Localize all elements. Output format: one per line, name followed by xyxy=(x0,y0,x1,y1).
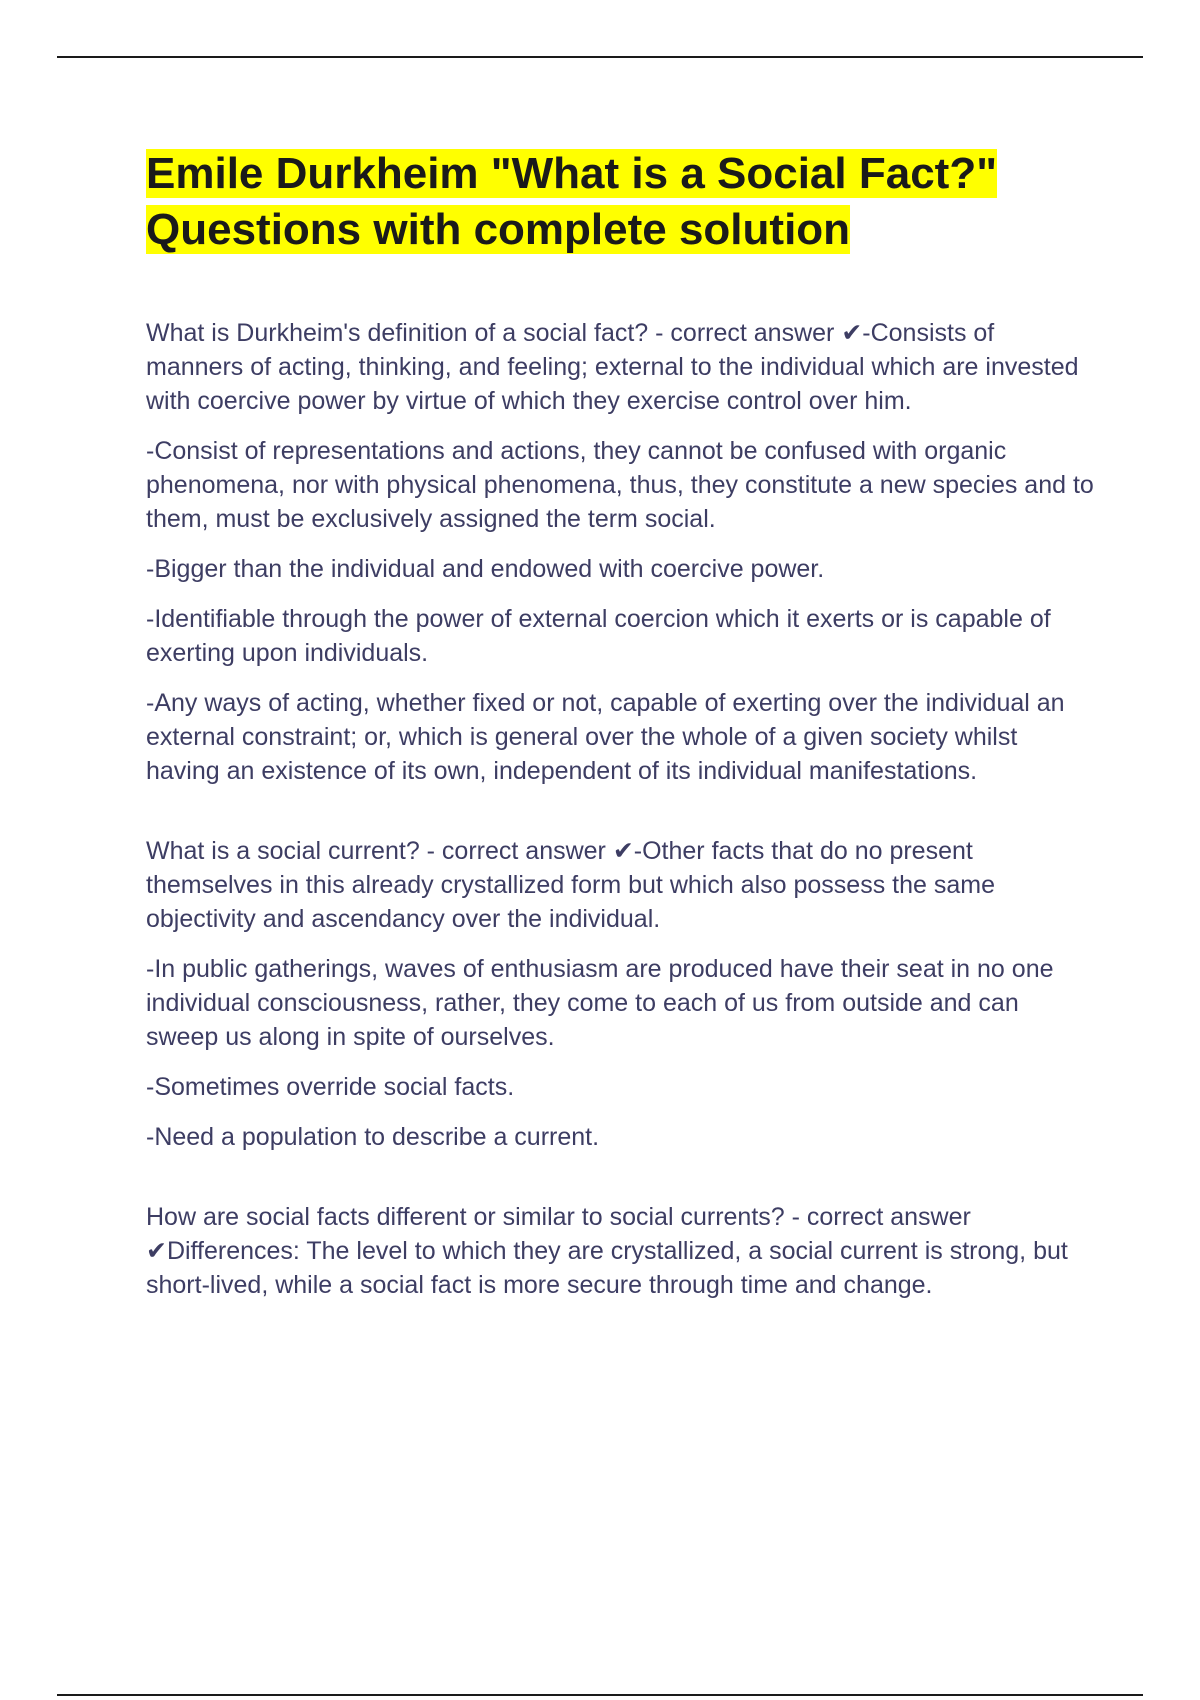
top-rule xyxy=(57,56,1143,58)
question-answer-text: How are social facts different or similar to social currents? - correct answer ✔Differences: The level to which they are crystallized, a social current is strong, but short-lived, while a social fact is more secure through time and change. xyxy=(146,1203,1068,1299)
page-title xyxy=(146,146,1096,258)
answer-point: -Any ways of acting, whether fixed or not, capable of exerting over the individual an external constraint; or, which is general over the whole of a given society whilst having an existence of its own, independent of its individual manifestations. xyxy=(146,689,1065,785)
question-answer-text: What is a social current? - correct answer ✔-Other facts that do no present themselves in this already crystallized form but which also possess the same objectivity and ascendancy over the individual. xyxy=(146,837,995,933)
answer-point: -In public gatherings, waves of enthusiasm are produced have their seat in no one individual consciousness, rather, they come to each of us from outside and can sweep us along in spite of ourselves. xyxy=(146,955,1054,1051)
document-body xyxy=(146,146,1096,1348)
question-answer-text: What is Durkheim's definition of a social fact? - correct answer ✔-Consists of manners of acting, thinking, and feeling; external to the individual which are invested with coercive power by virtue of which they exercise control over him. xyxy=(146,319,1079,415)
answer-point: -Bigger than the individual and endowed with coercive power. xyxy=(146,555,825,583)
qa-block-social-fact xyxy=(146,316,1096,788)
highlighted-title-text: Emile Durkheim "What is a Social Fact?" Questions with complete solution xyxy=(146,149,998,254)
qa-block-social-current xyxy=(146,834,1096,1154)
answer-point: -Need a population to describe a current. xyxy=(146,1123,600,1151)
answer-point: -Sometimes override social facts. xyxy=(146,1073,515,1101)
bottom-rule xyxy=(57,1694,1143,1696)
qa-block-facts-vs-currents xyxy=(146,1200,1096,1302)
answer-point: -Consist of representations and actions, they cannot be confused with organic phenomena, nor with physical phenomena, thus, they constitute a new species and to them, must be exclusively assigned the term social. xyxy=(146,437,1094,533)
answer-point: -Identifiable through the power of external coercion which it exerts or is capable of exerting upon individuals. xyxy=(146,605,1051,667)
